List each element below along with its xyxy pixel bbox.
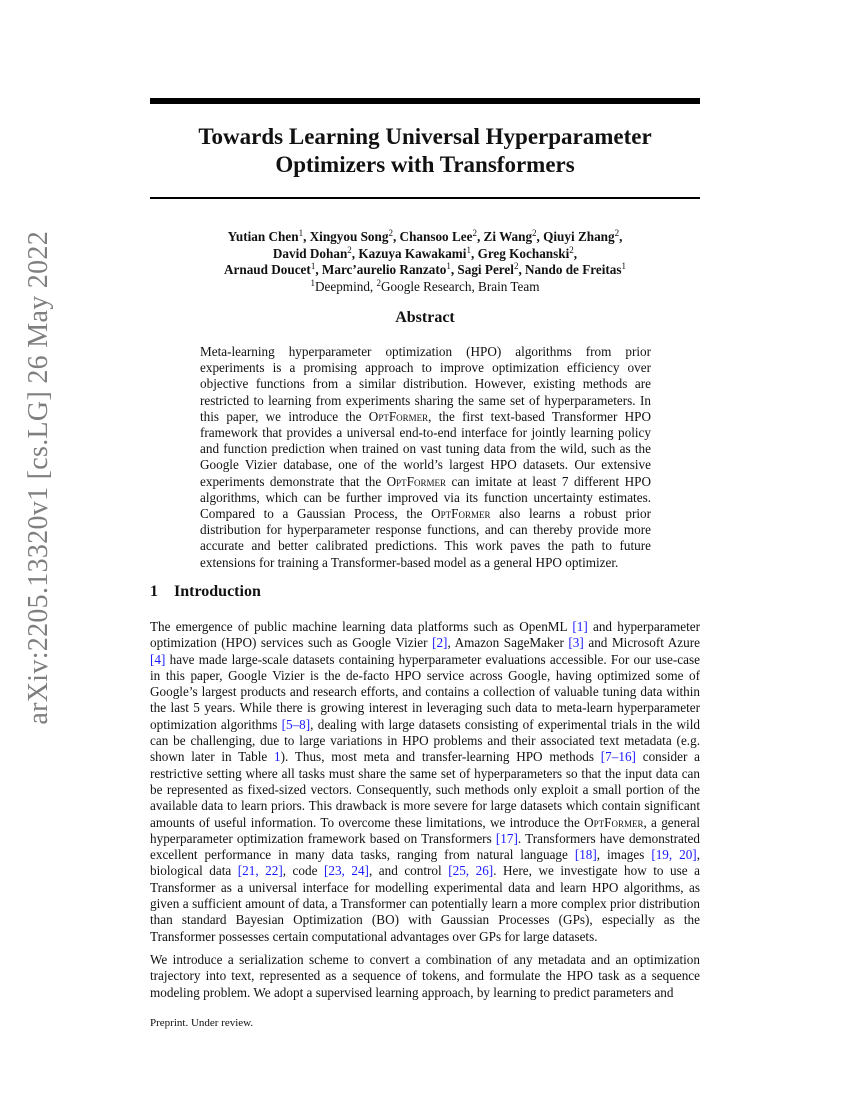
citation-link[interactable]: [19, 20] <box>651 847 697 863</box>
author: Chansoo Lee$^2$, <box>399 228 484 244</box>
author: Zi Wang$^2$, <box>483 228 544 244</box>
paragraph: The emergence of public machine learning data platforms such as OpenML [1] and hyperparameter optimization (HPO) services such as Google Vizier [2], Amazon SageMaker [3] and Microsoft Azure [4] have made large-scale datasets containing hyperparameter evaluations accessible. For our use-case in this paper, Google Vizier is the de-facto HPO service across Google, having optimized some of Google’s largest products and research efforts, and contains a collection of valuable tuning data within the last 5 years. While there is growing interest in leveraging such data to meta-learn hyperparameter optimization algorithms [5–8], dealing with large datasets consisting of experimental trials in the wild can be challenging, due to large variations in HPO problems and their associated text metadata (e.g. shown later in Table 1). Thus, most meta and transfer-learning HPO methods [7–16] consider a restrictive setting where all tasks must share the same set of hyperparameters so that the input data can be represented as fixed-sized vectors. Consequently, such methods only exploit a small portion of the available data to learn priors. This drawback is more severe for large datasets which contain significant amounts of useful information. To overcome these limitations, we introduce the OptFormer, a general hyperparameter optimization framework based on Transformers [17]. Transformers have demonstrated excellent performance in many data tasks, ranging from natural language [18], images [19, 20], biological data [21, 22], code [23, 24], and control [25, 26]. Here, we investigate how to use a Transformer as a universal interface for modelling experimental data and learn HPO algorithms, as given a sufficient amount of data, a Transformer can potentially learn a more complex prior distribution than standard Bayesian Optimization (BO) with Gaussian Processes (GPs), especially as the Transformer possesses certain computational advantages over GPs for large datasets. <box>150 619 700 944</box>
title-rule-top <box>150 98 700 104</box>
citation-link[interactable]: [3] <box>568 635 584 651</box>
author: Xingyou Song$^2$, <box>309 228 400 244</box>
citation-link[interactable]: [4] <box>150 651 166 667</box>
title-line-2: Optimizers with Transformers <box>275 152 575 177</box>
citation-link[interactable]: [25, 26] <box>448 863 494 879</box>
citation-link[interactable]: [5–8] <box>281 716 311 732</box>
optformer-name: OptFormer <box>431 506 491 522</box>
paper-title <box>150 123 700 179</box>
author: Arnaud Doucet$^1$, <box>223 261 322 277</box>
citation-link[interactable]: [18] <box>574 847 597 863</box>
abstract-text: Meta-learning hyperparameter optimization (HPO) algorithms from prior experiments is a promising approach to improve optimization efficiency over objective functions from a similar distribution. However, existing methods are restricted to learning from experiments sharing the same set of hyperparameters. In this paper, we introduce the OptFormer, the first text-based Transformer HPO framework that provides a universal end-to-end interface for jointly learning policy and function prediction when trained on vast tuning data from the wild, such as the Google Vizier database, one of the world’s largest HPO datasets. Our extensive experiments demonstrate that the OptFormer can imitate at least 7 different HPO algorithms, which can be further improved via its function uncertainty estimates. Compared to a Gaussian Process, the OptFormer also learns a robust prior distribution for hyperparameter response functions, and can thereby provide more accurate and better calibrated predictions. This work paves the path to future extensions for training a Transformer-based model as a general HPO optimizer. <box>200 344 651 570</box>
introduction-body <box>150 619 700 1008</box>
author: Greg Kochanski$^2$, <box>477 244 578 261</box>
author: Kazuya Kawakami$^1$, <box>358 244 478 261</box>
arxiv-identifier: arXiv:2205.13320v1 [cs.LG] 26 May 2022 <box>23 230 54 725</box>
author: Sagi Perel$^2$, <box>457 261 526 277</box>
citation-link[interactable]: [21, 22] <box>237 863 283 879</box>
arxiv-side-stamp <box>18 230 60 725</box>
author-block <box>150 229 700 295</box>
optformer-name: OptFormer <box>584 814 644 830</box>
citation-link[interactable]: [23, 24] <box>323 863 369 879</box>
paragraph: We introduce a serialization scheme to convert a combination of any metadata and an optimization trajectory into text, represented as a sequence of tokens, and formulate the HPO task as a sequence modeling problem. We adopt a supervised learning approach, by learning to predict parameters and <box>150 951 700 1000</box>
author: David Dohan$^2$, <box>272 244 359 261</box>
author: Marc’aurelio Ranzato$^1$, <box>321 261 458 277</box>
author: Nando de Freitas$^1$ <box>525 261 626 277</box>
abstract-heading: Abstract <box>395 309 455 326</box>
title-rule-bottom <box>150 197 700 199</box>
optformer-name: OptFormer <box>368 408 429 424</box>
affiliations: $^1$Deepmind, $^2$Google Research, Brain Team <box>310 277 540 294</box>
citation-link[interactable]: [7–16] <box>600 749 636 765</box>
title-line-1: Towards Learning Universal Hyperparameter <box>198 124 652 149</box>
section-heading-introduction: 1 Introduction <box>150 583 261 600</box>
optformer-name: OptFormer <box>386 473 447 489</box>
citation-link[interactable]: [1] <box>572 619 588 634</box>
author: Qiuyi Zhang$^2$, <box>543 228 623 244</box>
citation-link[interactable]: [17] <box>495 830 518 846</box>
table-ref-link[interactable]: 1 <box>274 749 281 765</box>
author: Yutian Chen$^1$, <box>227 228 310 244</box>
footer-note: Preprint. Under review. <box>150 1017 254 1029</box>
citation-link[interactable]: [2] <box>432 635 448 651</box>
